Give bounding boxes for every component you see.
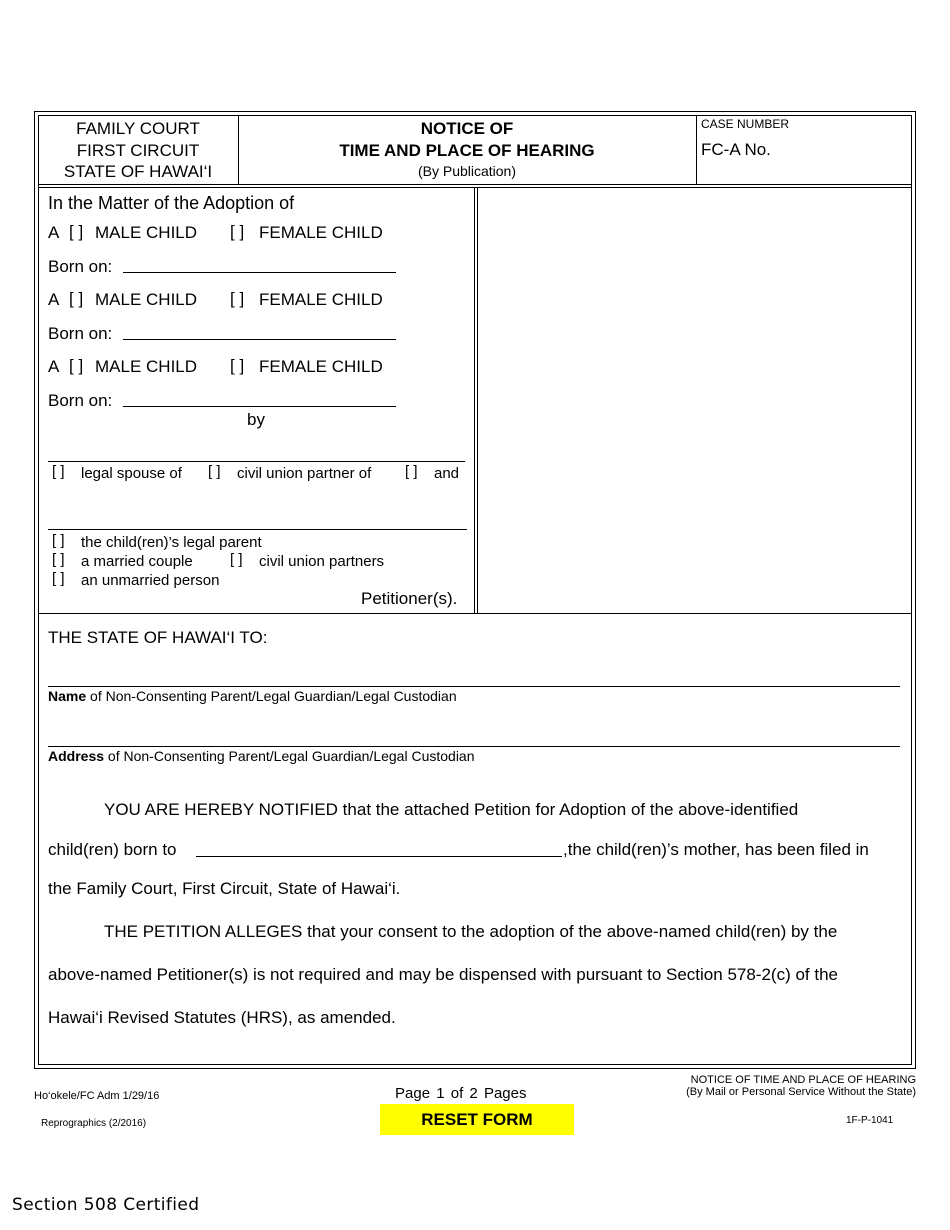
- legal-spouse-checkbox[interactable]: [ ]: [52, 463, 65, 480]
- page-indicator: [395, 1085, 526, 1102]
- matter-label: In the Matter of the Adoption of: [48, 193, 295, 213]
- legal-spouse-label: legal spouse of: [81, 465, 182, 482]
- legal-parent-checkbox[interactable]: [ ]: [52, 532, 65, 549]
- title-block: [238, 118, 696, 180]
- and-checkbox[interactable]: [ ]: [405, 463, 418, 480]
- caption-divider: [474, 187, 475, 613]
- notified-born-to: child(ren) born to: [48, 840, 177, 859]
- court-state: STATE OF HAWAI‘I: [63, 162, 213, 181]
- married-couple-checkbox[interactable]: [ ]: [52, 551, 65, 568]
- pages-label: Pages: [483, 1085, 527, 1102]
- caption-bottom-line: [38, 613, 912, 614]
- and-label: and: [434, 465, 460, 482]
- case-number-field[interactable]: FC-A No.: [701, 140, 771, 159]
- reprographics: Reprographics (2/2016): [41, 1118, 147, 1129]
- form-code: 1F-P-1041: [846, 1115, 894, 1126]
- female-child-label-1: FEMALE CHILD: [259, 223, 383, 242]
- header-bottom-line: [38, 184, 912, 185]
- alleges-line-3: Hawai‘i Revised Statutes (HRS), as amended.: [48, 1008, 396, 1027]
- reset-form-button[interactable]: RESET FORM: [380, 1104, 574, 1135]
- alleges-line-2: above-named Petitioner(s) is not required and may be dispensed with pursuant to Section 578-2(c) of the: [48, 965, 839, 984]
- court-block: [38, 118, 238, 183]
- civil-union-partners-label: civil union partners: [259, 553, 385, 570]
- born-on-label-3: Born on:: [48, 391, 113, 410]
- civil-union-partner-checkbox[interactable]: [ ]: [208, 463, 221, 480]
- female-child-label-2: FEMALE CHILD: [259, 290, 383, 309]
- born-on-input-3[interactable]: [123, 406, 396, 407]
- parent-name-input[interactable]: [48, 686, 900, 687]
- petitioners-label: Petitioner(s).: [361, 589, 458, 608]
- address-bold: Address: [48, 748, 105, 764]
- born-on-label-1: Born on:: [48, 257, 113, 276]
- footer-notice-subtitle: (By Mail or Personal Service Without the State): [686, 1086, 916, 1098]
- parent-address-caption: [48, 748, 475, 764]
- case-number-label: CASE NUMBER: [701, 117, 790, 131]
- notified-line-1: YOU ARE HEREBY NOTIFIED that the attached Petition for Adoption of the above-identified: [104, 800, 799, 819]
- address-rest: of Non-Consenting Parent/Legal Guardian/Legal Custodian: [104, 748, 475, 764]
- civil-union-partners-checkbox[interactable]: [ ]: [230, 551, 243, 568]
- male-child-label-1: MALE CHILD: [95, 223, 198, 242]
- name-bold: Name: [48, 688, 87, 704]
- born-on-input-1[interactable]: [123, 272, 396, 273]
- unmarried-person-checkbox[interactable]: [ ]: [52, 570, 65, 587]
- notified-mother: ,the child(ren)’s mother, has been filed in: [563, 840, 869, 859]
- parent-name-caption: [48, 688, 457, 704]
- born-on-label-2: Born on:: [48, 324, 113, 343]
- court-circuit: FIRST CIRCUIT: [76, 140, 200, 160]
- header-divider-right: [696, 115, 697, 185]
- married-couple-label: a married couple: [81, 553, 193, 570]
- page-current: 1: [436, 1085, 445, 1102]
- child-prefix-2: A: [48, 290, 60, 309]
- title-time-place: TIME AND PLACE OF HEARING: [339, 141, 595, 160]
- footer-notice-block: [686, 1074, 916, 1098]
- child-prefix-3: A: [48, 357, 60, 376]
- section-508-certified: Section 508 Certified: [12, 1195, 200, 1215]
- unmarried-person-label: an unmarried person: [81, 572, 220, 589]
- male-child-checkbox-2[interactable]: [ ]: [69, 289, 84, 308]
- caption-divider-2: [477, 187, 478, 613]
- petitioner-1-name-input[interactable]: [48, 461, 465, 462]
- notified-line-3: the Family Court, First Circuit, State of Hawai‘i.: [48, 879, 401, 898]
- child-row-1: [48, 223, 59, 243]
- title-by-publication: (By Publication): [417, 163, 517, 179]
- male-child-label-3: MALE CHILD: [95, 357, 198, 376]
- by-label: by: [247, 410, 265, 429]
- female-child-checkbox-3[interactable]: [ ]: [230, 356, 245, 375]
- state-to-heading: THE STATE OF HAWAI‘I TO:: [48, 628, 268, 647]
- child-prefix: A: [48, 223, 60, 242]
- court-name: FAMILY COURT: [76, 119, 200, 138]
- legal-parent-label: the child(ren)’s legal parent: [81, 534, 262, 551]
- female-child-checkbox-1[interactable]: [ ]: [230, 222, 245, 241]
- born-on-input-2[interactable]: [123, 339, 396, 340]
- male-child-checkbox-1[interactable]: [ ]: [69, 222, 84, 241]
- form-id: Ho‘okele/FC Adm 1/29/16: [34, 1090, 160, 1102]
- female-child-label-3: FEMALE CHILD: [259, 357, 383, 376]
- header-bottom-line-2: [38, 187, 912, 188]
- page-label: Page: [395, 1085, 431, 1102]
- female-child-checkbox-2[interactable]: [ ]: [230, 289, 245, 308]
- petitioner-2-name-input[interactable]: [48, 529, 467, 530]
- male-child-label-2: MALE CHILD: [95, 290, 198, 309]
- male-child-checkbox-3[interactable]: [ ]: [69, 356, 84, 375]
- parent-address-input[interactable]: [48, 746, 900, 747]
- page-of: of: [450, 1085, 464, 1102]
- footer-notice-title: NOTICE OF TIME AND PLACE OF HEARING: [690, 1074, 916, 1086]
- page-total: 2: [469, 1085, 478, 1102]
- title-notice-of: NOTICE OF: [420, 119, 514, 138]
- mother-name-input[interactable]: [196, 856, 562, 857]
- alleges-line-1: THE PETITION ALLEGES that your consent to the adoption of the above-named child(ren) by the: [104, 922, 838, 941]
- civil-union-partner-label: civil union partner of: [237, 465, 372, 482]
- name-rest: of Non-Consenting Parent/Legal Guardian/Legal Custodian: [86, 688, 457, 704]
